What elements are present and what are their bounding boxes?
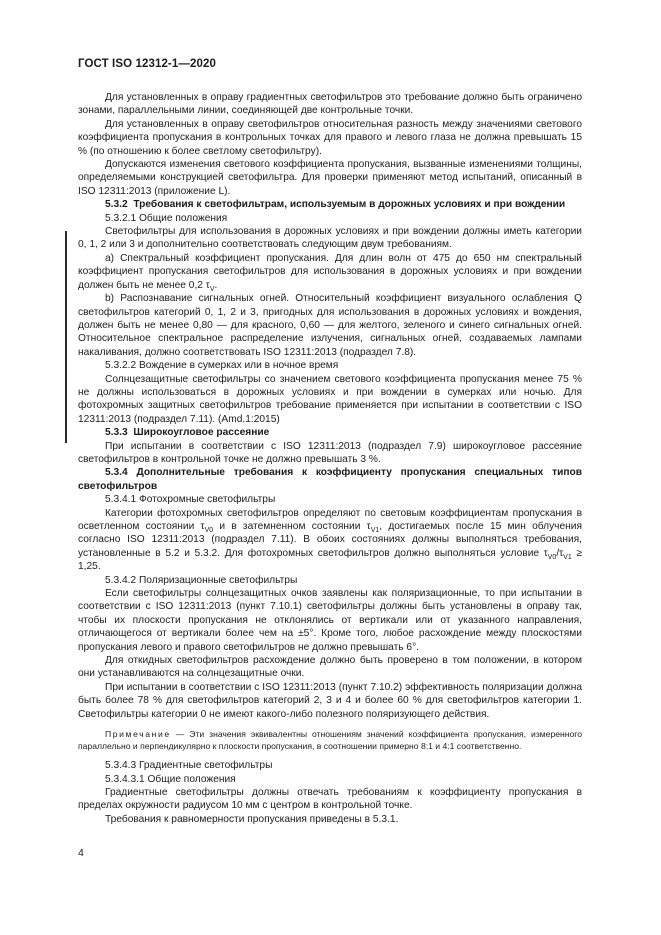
spacer bbox=[78, 752, 582, 759]
text-span: ≥ 1,25. bbox=[78, 547, 582, 573]
section-title: Требования к светофильтрам, используемым в дорожных условиях и при вождении bbox=[133, 199, 566, 211]
paragraph: При испытании в соответствии с ISO 12311:2013 (пункт 7.10.2) эффективность поляризации должна быть более 78 % для светофильтров категорий 2, 3 и 4 и более 60 % для светофильтров категории 1. Светофильтры категории 0 не имеют какого-либо полезного поляризующего действия. bbox=[78, 681, 582, 720]
change-bar bbox=[65, 231, 67, 443]
section-title: Широкоугловое рассеяние bbox=[133, 427, 270, 439]
section-heading-5-3-4: 5.3.4 Дополнительные требования к коэффициенту пропускания специальных типов светофильтров bbox=[78, 467, 582, 492]
paragraph: При испытании в соответствии с ISO 12311:2013 (подраздел 7.9) широкоугловое рассеяние светофильтров в контрольной точке не должно превышать 3 %. bbox=[78, 440, 582, 465]
page-header: ГОСТ ISO 12312-1—2020 bbox=[78, 58, 216, 70]
paragraph: Допускаются изменения светового коэффициента пропускания, вызванные изменениями толщины, определяемыми конструкцией светофильтра. Для проверки применяют метод испытаний, описанный в ISO 12311:2013 (приложение L). bbox=[78, 159, 582, 197]
paragraph: Требования к равномерности пропускания приведены в 5.3.1. bbox=[105, 813, 399, 825]
text-span: . bbox=[214, 279, 218, 291]
text-span: a) Спектральный коэффициент пропускания. Для длин волн от 475 до 650 нм спектральный коэффициент пропускания светофильтров для использования в дорожных условиях и при вождении должен быть не менее 0,2 τ bbox=[78, 252, 582, 291]
paragraph: Для установленных в оправу светофильтров относительная разность между значениями светового коэффициента пропускания в контрольных точках для правого и левого глаза не должна превышать 15 % (по отношению к более светлому светофильтру). bbox=[78, 118, 582, 157]
subscript: V1 bbox=[563, 553, 572, 561]
subscript: V1 bbox=[370, 527, 380, 535]
paragraph: b) Распознавание сигнальных огней. Относительный коэффициент визуального ослабления Q светофильтров категорий 0, 1, 2 и 3, пригодных для использования в дорожных условиях и вождения, должен быть не менее 0,80 — для красного, 0,60 — для желтого, зеленого и синего сигнальных огней. Относительное спектральное распределение излучения, сигнальных огней, создаваемых лампами накаливания, должно соответствовать ISO 12311:2013 (подраздел 7.8). bbox=[78, 293, 582, 358]
note-text: — Эти значения эквивалентны отношениям значений коэффициента пропускания, измеренного параллельно и перпендикулярно к плоскости пропускания, в соотношении примерно 8:1 и 4:1 соответственно. bbox=[78, 729, 582, 752]
subsection-heading: 5.3.4.3 Градиентные светофильтры bbox=[105, 760, 273, 772]
paragraph: Градиентные светофильтры должны отвечать требованиям к коэффициенту пропускания в пределах окружности радиусом 10 мм с центром в контрольной точке. bbox=[78, 786, 582, 812]
note-label: Примечание bbox=[105, 729, 171, 740]
text-span: /τ bbox=[556, 547, 564, 559]
subscript: V bbox=[209, 285, 215, 293]
paragraph: Для установленных в оправу градиентных светофильтров это требование должно быть ограничено зонами, параллельными линии, соединяющей две контрольные точки. bbox=[78, 92, 582, 117]
spacer bbox=[78, 721, 582, 728]
page-number: 4 bbox=[78, 847, 84, 859]
section-number: 5.3.3 bbox=[105, 427, 128, 439]
paragraph: Для откидных светофильтров расхождение должно быть проверено в том положении, в котором они устанавливаются на солнцезащитные очки. bbox=[78, 655, 582, 680]
section-heading-5-3-3 bbox=[78, 426, 582, 439]
section-heading-5-3-2 bbox=[78, 198, 582, 211]
subsection-heading: 5.3.4.2 Поляризационные светофильтры bbox=[105, 574, 298, 586]
text-span: , достигаемых после 15 мин облучения согласно ISO 12311:2013 (подраздел 7.11). В обоих состояниях должны выполняться требования, установленные в 5.2 и 5.3.2. Для фотохромных светофильтров должно выполняться условие τ bbox=[78, 521, 582, 559]
subscript: V0 bbox=[204, 527, 214, 535]
text-span: Категории фотохромных светофильтров определяют по световым коэффициентам пропускания в осветленном состоянии τ bbox=[78, 507, 582, 532]
text-span: и в затемненном состоянии τ bbox=[213, 521, 371, 532]
section-number: 5.3.2 bbox=[105, 199, 128, 211]
paragraph: Светофильтры для использования в дорожных условиях и при вождении должны иметь категории 0, 1, 2 или 3 и дополнительно соответствовать следующим двум требованиям. bbox=[78, 226, 582, 251]
subsection-heading: 5.3.2.1 Общие положения bbox=[105, 212, 228, 224]
paragraph: Солнцезащитные светофильтры со значением светового коэффициента пропускания менее 75 % не должны использоваться в дорожных условиях и при вождении в сумерках или ночью. Для фотохромных защитных светофильтров требование применяется при испытании в соответствии с ISO 12311:2013 (подраздел 7.11). (Amd.1:2015) bbox=[78, 373, 582, 425]
document-body bbox=[78, 91, 582, 826]
paragraph: Если светофильтры солнцезащитных очков заявлены как поляризационные, то при испытании в соответствии с ISO 12311:2013 (пункт 7.10.1) светофильтры должны быть установлены в оправу так, чтобы их плоскости пропускания не отклонялись от вертикали или от указанного направления, отличающегося от вертикали более чем на ±5°. Кроме того, любое расхождение между плоскостями пропускания левого и правого светофильтров не должно превышать 6°. bbox=[78, 588, 582, 653]
subsection-heading: 5.3.2.2 Вождение в сумерках или в ночное время bbox=[105, 360, 339, 372]
subsection-heading: 5.3.4.1 Фотохромные светофильтры bbox=[105, 494, 276, 506]
note bbox=[78, 728, 582, 752]
subscript: V0 bbox=[547, 553, 557, 561]
paragraph bbox=[78, 507, 582, 574]
subsection-heading: 5.3.4.3.1 Общие положения bbox=[105, 773, 236, 785]
paragraph bbox=[78, 252, 582, 292]
